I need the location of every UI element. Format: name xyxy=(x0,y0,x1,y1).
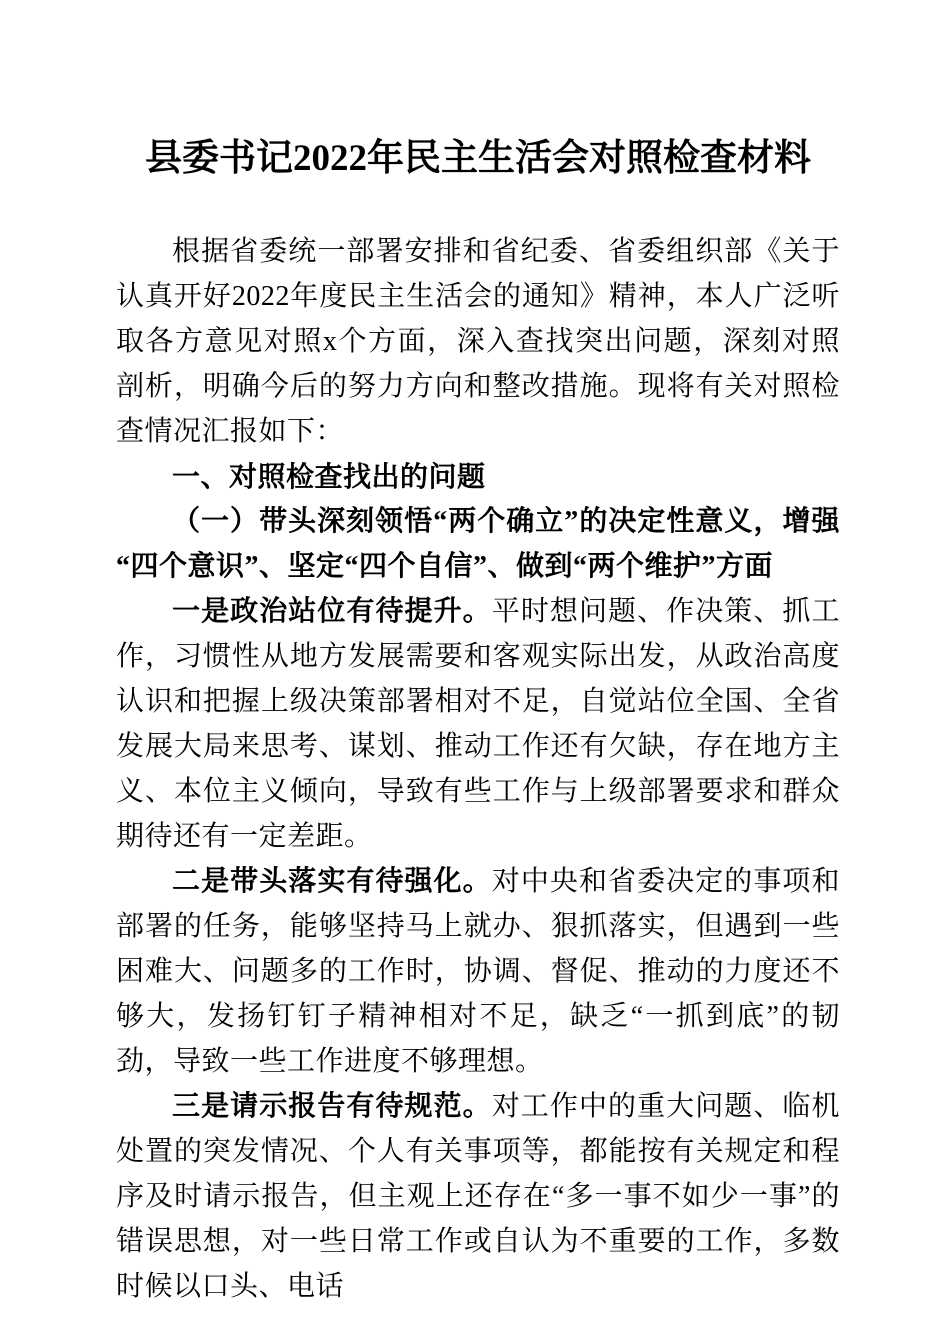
subsection-heading: （一）带头深刻领悟“两个确立”的决定性意义，增强“四个意识”、坚定“四个自信”、做到“两个维护”方面 xyxy=(116,506,840,582)
intro-paragraph: 根据省委统一部署安排和省纪委、省委组织部《关于认真开好2022年度民主生活会的通知》精神，本人广泛听取各方意见对照x个方面，深入查找突出问题，深刻对照剖析，明确今后的努力方向和整改措施。现将有关对照检查情况汇报如下： xyxy=(116,236,840,447)
paragraph-body: 对中央和省委决定的事项和部署的任务，能够坚持马上就办、狠抓落实，但遇到一些困难大、问题多的工作时，协调、督促、推动的力度还不够大，发扬钉钉子精神相对不足，缺乏“一抓到底”的韧劲，导致一些工作进度不够理想。 xyxy=(116,866,840,1077)
paragraph-lead: 一是政治站位有待提升。 xyxy=(172,596,492,627)
section-heading: 一、对照检查找出的问题 xyxy=(172,461,486,492)
paragraph-lead: 二是带头落实有待强化。 xyxy=(172,866,492,897)
paragraph-item-3 xyxy=(116,1084,840,1309)
paragraph-body: 对工作中的重大问题、临机处置的突发情况、个人有关事项等，都能按有关规定和程序及时请示报告，但主观上还存在“多一事不如少一事”的错误思想，对一些日常工作或自认为不重要的工作，多数时候以口头、电话 xyxy=(116,1091,840,1302)
paragraph-item-2 xyxy=(116,859,840,1084)
paragraph-body: 平时想问题、作决策、抓工作，习惯性从地方发展需要和客观实际出发，从政治高度认识和把握上级决策部署相对不足，自觉站位全国、全省发展大局来思考、谋划、推动工作还有欠缺，存在地方主义、本位主义倾向，导致有些工作与上级部署要求和群众期待还有一定差距。 xyxy=(116,596,840,852)
paragraph-lead: 三是请示报告有待规范。 xyxy=(172,1091,492,1122)
document-title: 县委书记2022年民主生活会对照检查材料 xyxy=(145,138,811,179)
paragraph-item-1 xyxy=(116,589,840,859)
